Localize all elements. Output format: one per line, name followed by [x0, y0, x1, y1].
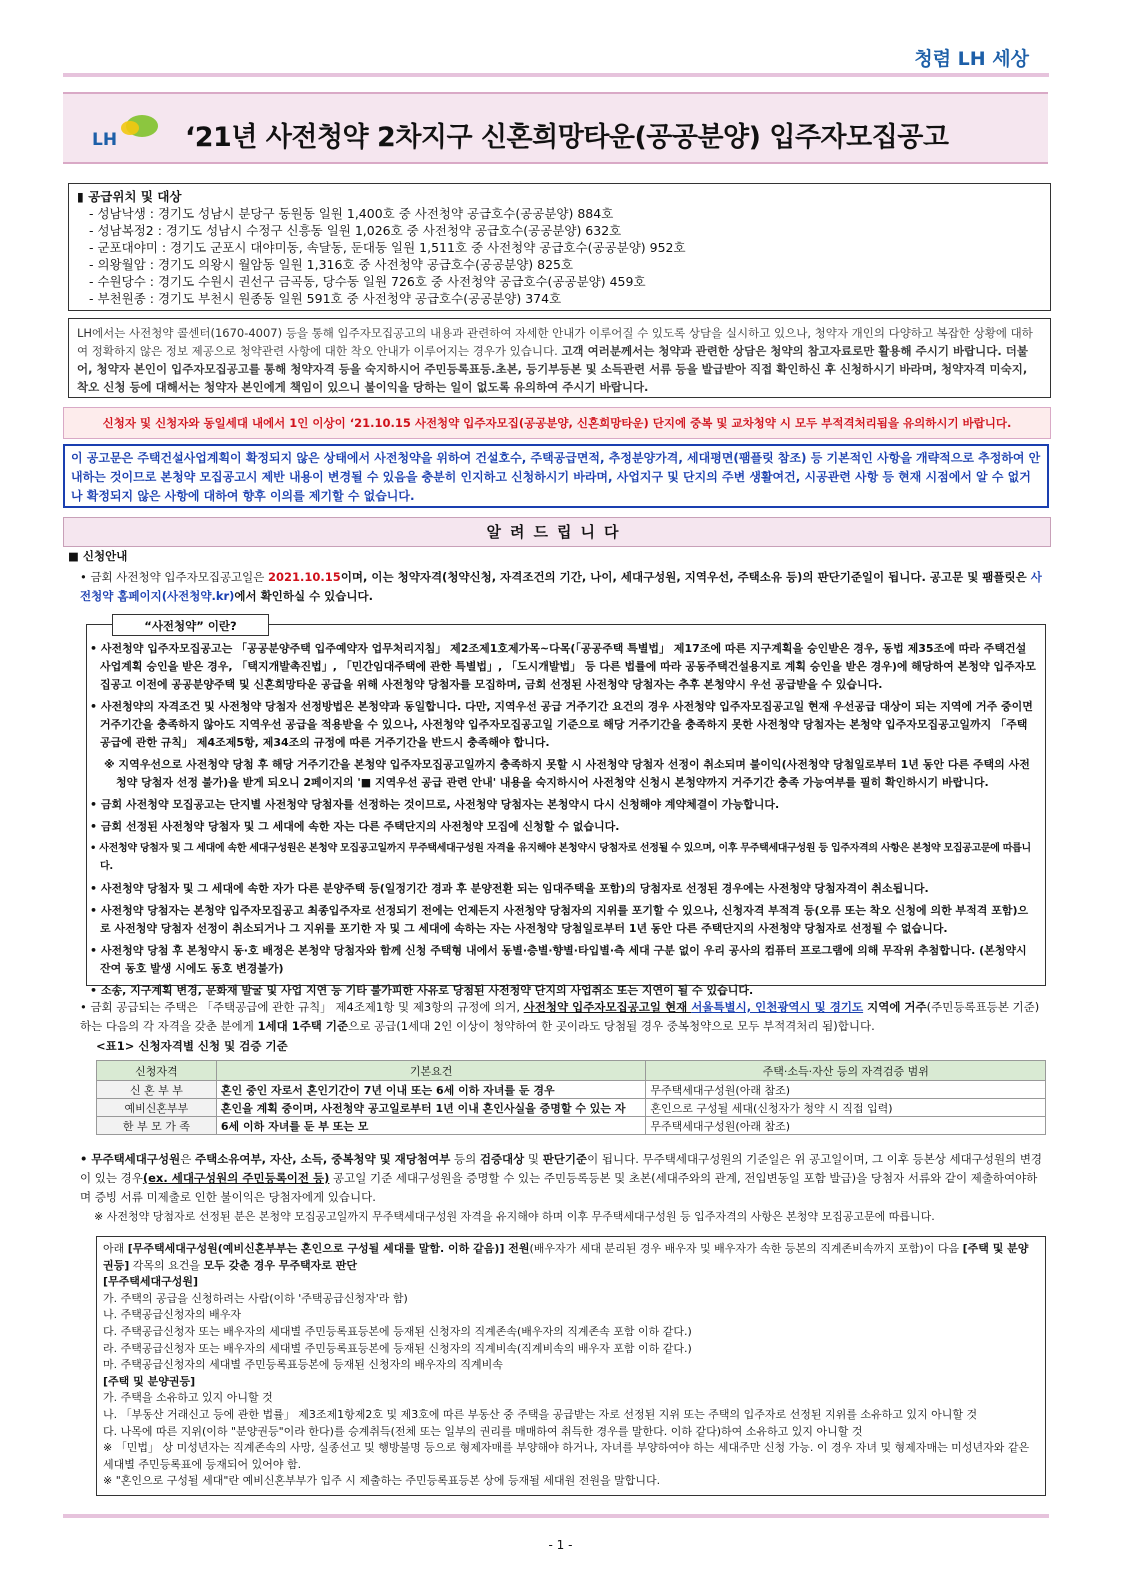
- def-text: 아래: [103, 1242, 128, 1255]
- def-bold: [주택 및 분양권등]: [103, 1242, 1029, 1272]
- supply-item: - 성남복정2 : 경기도 성남시 수정구 신흥동 일원 1,026호 중 사전청약 공급호수(공공분양) 632호: [89, 223, 622, 238]
- household-note: ※ 사전청약 당첨자로 선정된 분은 본청약 모집공고일까지 무주택세대구성원 자격을 유지해야 하며 이후 무주택세대구성원 등 입주자격의 사항은 본청약 모집공고문에 따릅니다.: [94, 1210, 935, 1223]
- lh-logo-text: LH: [92, 130, 118, 150]
- table-cell: 예비신혼부부: [97, 1099, 217, 1117]
- table-header: 주택·소득·자산 등의 자격검증 범위: [646, 1061, 1046, 1081]
- region-highlight: 서울특별시, 인천광역시 및 경기도: [691, 1000, 864, 1014]
- supply-item: - 군포대야미 : 경기도 군포시 대야미동, 속달동, 둔대동 일원 1,511호 중 사전청약 공급호수(공공분양) 952호: [89, 240, 686, 255]
- house-bold: (ex. 세대구성원의 주민등록이전 등): [142, 1171, 330, 1185]
- notice-title: 알려드립니다: [63, 517, 1051, 547]
- house-text: 은: [180, 1152, 195, 1166]
- intro-text: 이며, 이는 청약자격(청약신청, 자격조건의 기간, 나이, 세대구성원, 지역우선, 주택소유 등)의 판단기준일이 됩니다.: [340, 570, 930, 584]
- consult-text: LH에서는 사전청약 콜센터(1670-4007) 등을 통해 입주자모집공고의 내용과 관련하여 자세한 안내가 이루어질 수 있도록 상담을 실시하고 있으나, 청약자 개인의 다양하고 복잡한 상황에 대하여 정확하지 않은 정보 제공으로 청약관련 사항에 대한 착오 안내가 이루어지는 경우가 있습니다.: [77, 326, 1033, 358]
- house-bold: 판단기준: [542, 1152, 588, 1166]
- list-item: • 사전청약 당첨자 및 그 세대에 속한 자가 다른 분양주택 등(일정기간 경과 후 분양전환 되는 임대주택을 포함)의 당첨자로 선정된 경우에는 사전청약 당첨자격이 취소됩니다.: [90, 882, 929, 895]
- house-bold: 검증대상: [479, 1152, 525, 1166]
- list-item: • 사전청약의 자격조건 및 사전청약 당첨자 선정방법은 본청약과 동일합니다. 다만, 지역우선 공급 거주기간 요건의 경우 사전청약 입주자모집공고일 현재 우선공급 대상이 되는 지역에 거주 중이면 거주기간을 충족하지 않아도 지역우선 공급을 적용받을 수 있으나, 사전청약 입주자모집공고일 기준으로 해당 거주기간을 충족하지 못한 사전청약 당첨자는 본청약 입주자모집공고일까지 「주택공급에 관한 규칙」 제4조제5항, 제34조의 규정에 따른 거주기간을 반드시 충족해야 합니다.: [90, 700, 1033, 749]
- page-title: ‘21년 사전청약 2차지구 신혼희망타운(공공분양) 입주자모집공고: [185, 122, 949, 153]
- table-header: 신청자격: [97, 1061, 217, 1081]
- table-row: [97, 1081, 1046, 1099]
- list-item: • 사전청약 당첨 후 본청약시 동·호 배정은 본청약 당첨자와 함께 신청 주택형 내에서 동별·층별·향별·타입별·측 세대 구분 없이 우리 공사의 컴퓨터 프로그램에 의해 무작위 추첨합니다. (본청약시 잔여 동호 발생 시에도 동호 변경불가): [90, 944, 1027, 975]
- definition-item: 다. 주택공급신청자 또는 배우자의 세대별 주민등록표등본에 등재된 신청자의 직계존속(배우자의 직계존속 포함 이하 같다.): [103, 1324, 692, 1338]
- definition-item: 가. 주택의 공급을 신청하려는 사람(이하 '주택공급신청자'라 함): [103, 1291, 408, 1305]
- supply-item: - 성남낙생 : 경기도 성남시 분당구 동원동 일원 1,400호 중 사전청약 공급호수(공공분양) 884호: [89, 206, 614, 221]
- table-cell: 무주택세대구성원(아래 참조): [646, 1117, 1046, 1135]
- general-text: (주민등록표등본 기준)하는 다음의 각 자격을 갖춘 분에게: [80, 1000, 1040, 1033]
- table-cell: 무주택세대구성원(아래 참조): [646, 1081, 1046, 1099]
- section-title: ■ 신청안내: [68, 549, 128, 563]
- definition-note: ※ "혼인으로 구성될 세대"란 예비신혼부부가 입주 시 제출하는 주민등록표등본 상에 등재될 세대원 전원을 말합니다.: [103, 1474, 661, 1488]
- table-cell: 6세 이하 자녀를 둔 부 또는 모: [216, 1117, 646, 1135]
- house-text: 및: [524, 1152, 543, 1166]
- definition-note: ※ 「민법」 상 미성년자는 직계존속의 사망, 실종선고 및 행방불명 등으로 형제자매를 부양해야 하거나, 자녀를 부양하여야 하는 세대주만 신청 가능. 이 경우 자녀 및 형제자매는 미성년자와 같은 세대별 주민등록표에 등재되어 있어야 함.: [103, 1441, 1030, 1471]
- pre-subscription-tab: “사전청약” 이란?: [112, 614, 269, 636]
- duplicate-warning: 신청자 및 신청자와 동일세대 내에서 1인 이상이 ‘21.10.15 사전청약 입주자모집(공공분양, 신혼희망타운) 단지에 중복 및 교차청약 시 모두 부적격처리됨을 유의하시기 바랍니다.: [63, 407, 1051, 439]
- intro-text: • 금회 사전청약 입주자모집공고일은: [80, 570, 269, 584]
- supply-item: - 의왕월암 : 경기도 의왕시 월암동 일원 1,316호 중 사전청약 공급호수(공공분양) 825호: [89, 257, 574, 272]
- definition-item: 다. 나목에 따른 지위(이하 "분양권등"이라 한다)를 승계취득(전체 또는 일부의 권리를 매매하여 취득한 경우를 말한다. 이하 같다)하여 소유하고 있지 아니할 것: [103, 1424, 863, 1438]
- def-text: (배우자가 세대 분리된 경우 배우자 및 배우자가 속한 등본의 직계존비속까지 포함)이 다음: [529, 1242, 963, 1255]
- definition-heading: [무주택세대구성원]: [103, 1275, 199, 1289]
- homepage-link[interactable]: 사전청약 홈페이지(사전청약.kr): [80, 570, 1042, 603]
- def-text: 각목의 요건을: [129, 1258, 204, 1272]
- definition-intro: [103, 1241, 1039, 1274]
- table-cell: 혼인으로 구성될 세대(신청자가 청약 시 직접 입력): [646, 1099, 1046, 1117]
- definition-box: [96, 1236, 1046, 1496]
- house-text: 공고일 기준 세대구성원을 증명할 수 있는 주민등록등본 및 초본(세대주와의 관계, 전입변동일 포함 발급)을 당첨자 서류와 같이 제출하여야하며 증빙 서류 미제출로 인한 불이익은 당첨자에게 있습니다.: [80, 1171, 1038, 1204]
- list-item: • 소송, 지구계획 변경, 문화재 발굴 및 사업 지연 등 기타 불가피한 사유로 당첨된 사전청약 단지의 사업취소 또는 지연이 될 수 있습니다.: [90, 984, 754, 997]
- table-cell: 혼인을 계획 중이며, 사전청약 공고일로부터 1년 이내 혼인사실을 증명할 수 있는 자: [216, 1099, 646, 1117]
- general-supply-paragraph: [80, 998, 1045, 1036]
- list-item: • 사전청약 당첨자 및 그 세대에 속한 세대구성원은 본청약 모집공고일까지 무주택세대구성원 자격을 유지해야 본청약시 당첨자로 선정될 수 있으며, 이후 무주택세대구성원 등 입주자격의 사항은 본청약 모집공고문에 따릅니다.: [90, 843, 1031, 872]
- brand-text: 청렴 LH 세상: [914, 48, 1029, 70]
- general-text: • 금회 공급되는 주택은 「주택공급에 관한 규칙」 제4조제1항 및 제3항의 규정에 의거,: [80, 1000, 524, 1014]
- consult-info: [68, 318, 1051, 398]
- supply-section: [68, 183, 1051, 311]
- supply-item: - 부천원종 : 경기도 부천시 원종동 일원 591호 중 사전청약 공급호수(공공분양) 374호: [89, 291, 562, 306]
- table-header-row: [97, 1061, 1046, 1081]
- definition-item: 라. 주택공급신청자 또는 배우자의 세대별 주민등록표등본에 등재된 신청자의 직계비속(직계비속의 배우자 포함 이하 같다.): [103, 1341, 692, 1355]
- consult-bold: 고객 여러분께서는 청약과 관련한 상담은 청약의 참고자료로만 활용해 주시기 바랍니다. 더불어, 청약자 본인이 입주자모집공고를 통해 청약자격 등을 숙지하시어 주민등록표등.초본, 등기부등본 및 소득관련 서류 등을 발급받아 직접 확인하신 후 신청하시기 바라며, 청약자격 미숙지, 착오 신청 등에 대해서는 청약자 본인에게 책임이 있으니 불이익을 당하는 일이 없도록 유의하여 주시기 바랍니다.: [77, 344, 1028, 394]
- general-bold: 1세대 1주택 기준: [257, 1019, 349, 1033]
- supply-heading: ▮ 공급위치 및 대상: [77, 189, 182, 204]
- pre-subscription-list: [90, 640, 1036, 1004]
- brand-logo: [914, 44, 1029, 71]
- definition-item: 마. 주택공급신청자의 세대별 주민등록표등본에 등재된 신청자의 배우자의 직계비속: [103, 1358, 503, 1372]
- table-header: 기본요건: [216, 1061, 646, 1081]
- definition-item: 나. 「부동산 거래신고 등에 관한 법률」 제3조제1항제2호 및 제3호에 따른 부동산 중 주택을 공급받는 자로 선정된 지위 또는 주택의 입주자로 선정된 지위를 소유하고 있지 아니할 것: [103, 1407, 978, 1421]
- general-text: 으로 공급(1세대 2인 이상이 청약하여 한 곳이라도 당첨될 경우 중복청약으로 모두 부적격처리 됨)합니다.: [348, 1019, 875, 1033]
- list-subnote: ※ 지역우선으로 사전청약 당첨 후 해당 거주기간을 본청약 입주자모집공고일까지 충족하지 못할 시 사전청약 당첨자 선정이 취소되며 불이익(사전청약 당첨일로부터 1년 동안 다른 주택의 사전청약 당첨자 선정 불가)을 받게 되오니 2페이지의 '■ 지역우선 공급 관련 안내' 내용을 숙지하시어 사전청약 신청시 본청약까지 거주기간 충족 가능여부를 필히 확인하시기 바랍니다.: [104, 758, 1030, 789]
- def-bold: [무주택세대구성원(예비신혼부부는 혼인으로 구성될 세대를 말함. 이하 같음)] 전원: [127, 1242, 530, 1255]
- supply-item: - 수원당수 : 경기도 수원시 권선구 금곡동, 당수동 일원 726호 중 사전청약 공급호수(공공분양) 459호: [89, 274, 646, 289]
- qualification-table: [96, 1060, 1046, 1135]
- def-bold: 모두 갖춘 경우 무주택자로 판단: [203, 1258, 357, 1272]
- table-cell: 혼인 중인 자로서 혼인기간이 7년 이내 또는 6세 이하 자녀를 둔 경우: [216, 1081, 646, 1099]
- house-bold: 주택소유여부, 자산, 소득, 중복청약 및 재당첨여부: [195, 1152, 451, 1166]
- list-item: • 사전청약 당첨자는 본청약 입주자모집공고 최종입주자로 선정되기 전에는 언제든지 사전청약 당첨자의 지위를 포기할 수 있으나, 신청자격 부적격 등(오류 또는 착오 신청에 의한 부적격 포함)으로 사전청약 당첨자 선정이 취소되거나 그 지위를 포기한 자 및 그 세대에 속하는 자는 사전청약 당첨일로부터 1년 동안 다른 주택단지의 사전청약 당첨자로 선정될 수 없습니다.: [90, 904, 1029, 935]
- intro-text: 에서 확인하실 수 있습니다.: [234, 589, 373, 603]
- list-item: • 금회 선정된 사전청약 당첨자 및 그 세대에 속한 자는 다른 주택단지의 사전청약 모집에 신청할 수 없습니다.: [90, 820, 620, 833]
- table-row: [97, 1099, 1046, 1117]
- table-cell: 한 부 모 가 족: [97, 1117, 217, 1135]
- announcement-date: 2021.10.15: [268, 570, 341, 584]
- page-number: - 1 -: [548, 1538, 573, 1552]
- intro-text: 공고문 및 팸플릿은: [929, 570, 1031, 584]
- table-cell: 신 혼 부 부: [97, 1081, 217, 1099]
- table-caption: <표1> 신청자격별 신청 및 검증 기준: [96, 1039, 288, 1053]
- list-item: • 사전청약 입주자모집공고는 「공공분양주택 입주예약자 업무처리지침」 제2조제1호제가목~다목(「공공주택 특별법」 제17조에 따른 지구계획을 승인받은 경우, 동법 제35조에 따라 주택건설 사업계획 승인을 받은 경우, 「택지개발촉진법」, 「민간임대주택에 관한 특별법」, 「도시개발법」 등 다른 법률에 따라 공동주택건설용지로 계획 승인을 받은 경우)에 해당하여 본청약 입주자모집공고 이전에 공공분양주택 및 신혼희망타운 공급을 위해 사전청약 당첨자를 모집하며, 금회 선정된 사전청약 당첨자는 추후 본청약시 우선 공급받을 수 있습니다.: [90, 642, 1036, 691]
- list-item: • 금회 사전청약 모집공고는 단지별 사전청약 당첨자를 선정하는 것이므로, 사전청약 당첨자는 본청약시 다시 신청해야 계약체결이 가능합니다.: [90, 798, 780, 811]
- general-bold: 사전청약 입주자모집공고일 현재: [523, 1000, 692, 1014]
- table-row: [97, 1117, 1046, 1135]
- house-bold: • 무주택세대구성원: [80, 1152, 181, 1166]
- definition-heading: [주택 및 분양권등]: [103, 1374, 196, 1388]
- intro-paragraph: [80, 568, 1045, 606]
- house-text: 이 됩니다. 무주택세대구성원의 기준일은 위 공고일이며, 그 이후 등본상 세대구성원의 변경이 있는 경우: [80, 1152, 1043, 1185]
- household-paragraph: [80, 1150, 1045, 1207]
- bottom-divider: [63, 1514, 1049, 1518]
- lh-logo: [90, 112, 160, 150]
- house-text: 등의: [450, 1152, 480, 1166]
- definition-item: 가. 주택을 소유하고 있지 아니할 것: [103, 1391, 273, 1405]
- top-divider: [63, 73, 1049, 77]
- definition-item: 나. 주택공급신청자의 배우자: [103, 1308, 242, 1322]
- pre-notice-box: 이 공고문은 주택건설사업계획이 확정되지 않은 상태에서 사전청약을 위하여 건설호수, 주택공급면적, 추정분양가격, 세대평면(팸플릿 참조) 등 기본적인 사항을 개략적으로 추정하여 안내하는 것이므로 본청약 모집공고시 제반 내용이 변경될 수 있음을 충분히 인지하고 신청하시기 바라며, 사업지구 및 단지의 주변 생활여건, 시공관련 사항 등 현재 시점에서 알 수 없거나 확정되지 않은 사항에 대하여 향후 이의를 제기할 수 없습니다.: [63, 444, 1049, 508]
- general-bold: 지역에 거주: [863, 1000, 927, 1014]
